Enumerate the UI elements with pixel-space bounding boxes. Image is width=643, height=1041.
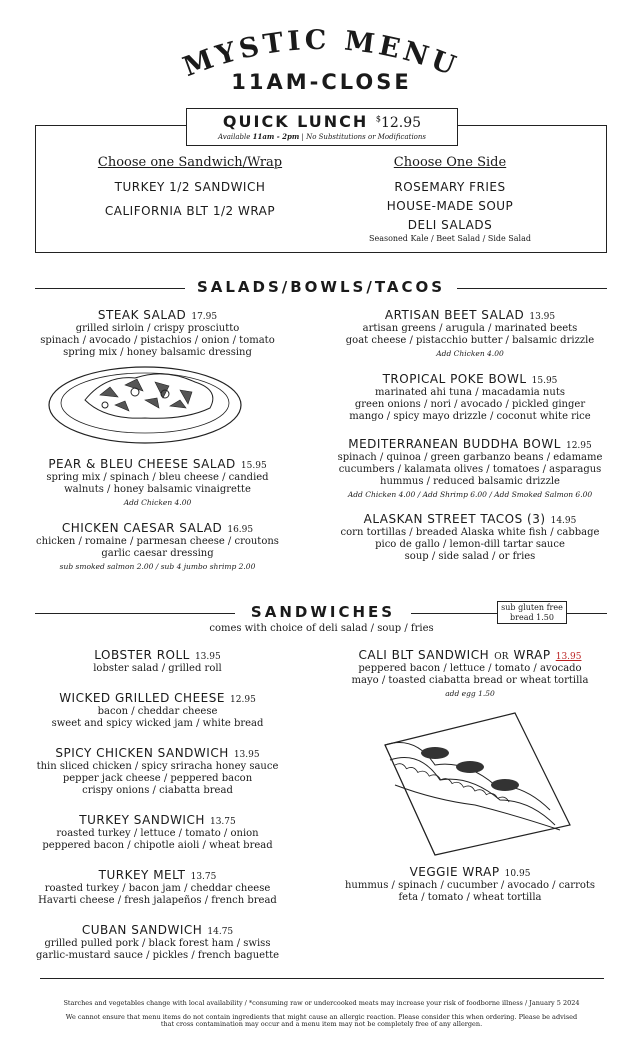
allergen-warning-cont: that cross contamination may occur and a menu item may not be completely free of any allergen. xyxy=(160,1020,483,1028)
quick-lunch-title: QUICK LUNCH xyxy=(222,112,369,131)
option-deli-salads: DELI SALADS xyxy=(407,218,493,232)
menu-item: MEDITERRANEAN BUDDHA BOWL 12.95 spinach / quinoa / green garbanzo beans / edamame cucumbers / kalamata olives / tomatoes / asparagus hummus / reduced balsamic drizzle Add Chicken 4.00 / Add Shrimp 6.00 / Add Smoked Salmon 6.00 xyxy=(337,437,603,499)
menu-item: CHICKEN CAESAR SALAD 16.95 chicken / romaine / parmesan cheese / croutons garlic caesar dressing sub smoked salmon 2.00 / sub 4 jumbo shrimp 2.00 xyxy=(36,521,279,571)
choose-side-heading: Choose One Side xyxy=(393,155,507,170)
salads-heading: SALADS/BOWLS/TACOS xyxy=(196,278,446,296)
quick-lunch-price: $12.95 xyxy=(375,114,422,131)
sandwiches-heading: SANDWICHES xyxy=(250,603,396,621)
quick-lunch-header xyxy=(186,108,458,146)
salads-section-header xyxy=(35,278,607,298)
menu-item: TROPICAL POKE BOWL 15.95 marinated ahi tuna / macadamia nuts green onions / nori / avocado / pickled ginger mango / spicy mayo drizzle / coconut white rice xyxy=(349,372,591,422)
menu-item: LOBSTER ROLL 13.95 lobster salad / grilled roll xyxy=(93,648,222,674)
salad-plate-illustration xyxy=(45,360,245,450)
menu-item: TURKEY MELT 13.75 roasted turkey / bacon jam / cheddar cheese Havarti cheese / fresh jalapeños / french bread xyxy=(38,868,277,906)
menu-item: ALASKAN STREET TACOS (3) 14.95 corn tortillas / breaded Alaska white fish / cabbage pico de gallo / lemon-dill tartar sauce soup / side salad / or fries xyxy=(340,512,600,562)
sandwich-illustration xyxy=(375,705,580,860)
gluten-free-note: sub gluten free bread 1.50 xyxy=(497,601,567,624)
quick-lunch-note: Available 11am - 2pm | No Substitutions or Modifications xyxy=(217,132,426,141)
deli-salads-note: Seasoned Kale / Beet Salad / Side Salad xyxy=(369,234,531,243)
menu-item: VEGGIE WRAP 10.95 hummus / spinach / cucumber / avocado / carrots feta / tomato / wheat tortilla xyxy=(344,865,596,903)
menu-item: PEAR & BLEU CHEESE SALAD 15.95 spring mix / spinach / bleu cheese / candied walnuts / honey balsamic vinaigrette Add Chicken 4.00 xyxy=(46,457,269,507)
svg-text:MYSTIC MENU: MYSTIC MENU xyxy=(178,24,464,80)
choose-sandwich-heading: Choose one Sandwich/Wrap xyxy=(97,155,283,170)
option-soup: HOUSE-MADE SOUP xyxy=(386,199,514,213)
option-blt-half-wrap: CALIFORNIA BLT 1/2 WRAP xyxy=(104,204,276,218)
allergen-warning: We cannot ensure that menu items do not contain ingredients that might cause an allergic reaction. Please consider this when ordering. Please be advised xyxy=(65,1013,578,1021)
menu-item: TURKEY SANDWICH 13.75 roasted turkey / lettuce / tomato / onion peppered bacon / chipotle aioli / wheat bread xyxy=(42,813,273,851)
menu-item: CUBAN SANDWICH 14.75 grilled pulled pork / black forest ham / swiss garlic-mustard sauce / pickles / french baguette xyxy=(35,923,280,961)
footer-disclaimer: Starches and vegetables change with local availability / *consuming raw or undercooked meats may increase your risk of foodborne illness / January 5 2024 xyxy=(63,999,580,1007)
hours: 11AM-CLOSE xyxy=(231,70,412,94)
menu-item: WICKED GRILLED CHEESE 12.95 bacon / cheddar cheese sweet and spicy wicked jam / white bread xyxy=(51,691,264,729)
menu-item: CALI BLT SANDWICH OR WRAP 13.95 peppered bacon / lettuce / tomato / avocado mayo / toasted ciabatta bread or wheat tortilla add egg 1.50 xyxy=(351,648,589,698)
sandwiches-subheading: comes with choice of deli salad / soup / fries xyxy=(209,623,434,634)
menu-item: STEAK SALAD 17.95 grilled sirloin / crispy prosciutto spinach / avocado / pistachios / onion / tomato spring mix / honey balsamic dressing xyxy=(40,308,275,358)
menu-item: ARTISAN BEET SALAD 13.95 artisan greens / arugula / marinated beets goat cheese / pistacchio butter / balsamic drizzle Add Chicken 4.00 xyxy=(345,308,595,358)
menu-item: SPICY CHICKEN SANDWICH 13.95 thin sliced chicken / spicy sriracha honey sauce pepper jack cheese / peppered bacon crispy onions / ciabatta bread xyxy=(36,746,279,796)
option-turkey-half: TURKEY 1/2 SANDWICH xyxy=(114,180,266,194)
option-rosemary-fries: ROSEMARY FRIES xyxy=(394,180,506,194)
footer-divider xyxy=(40,978,604,979)
